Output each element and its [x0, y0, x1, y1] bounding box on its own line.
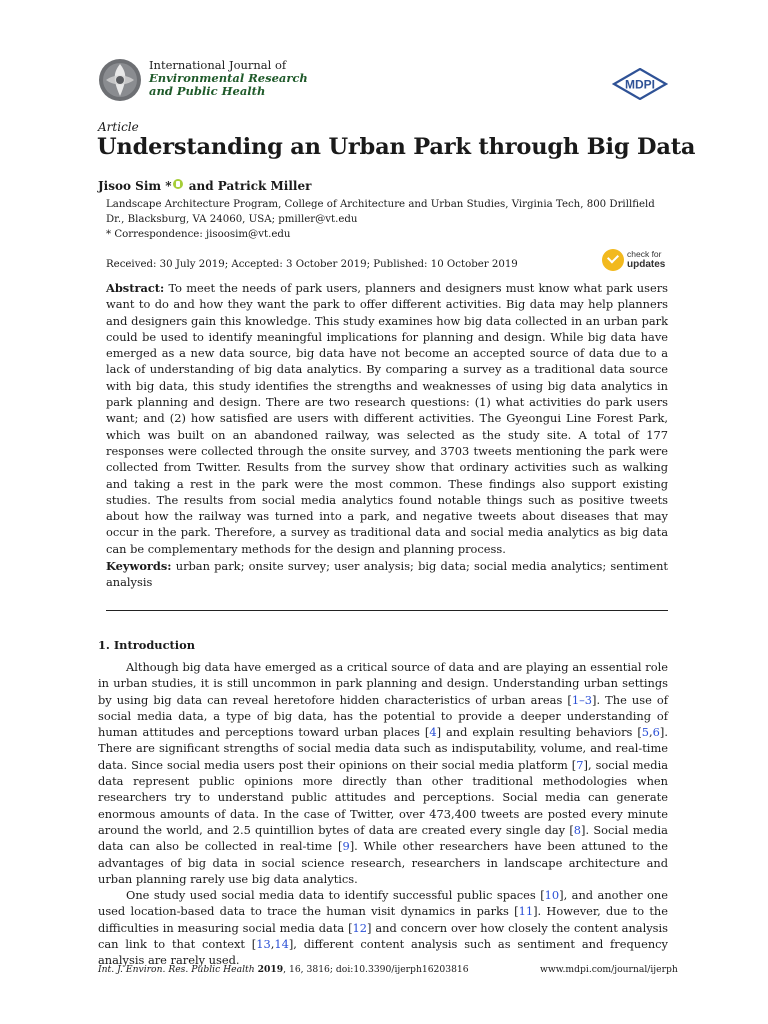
- text-run: ]. However, due to the difficulties in measuring social media data [: [98, 904, 668, 935]
- text-run: One study used social media data to identify successful public spaces [: [126, 888, 545, 903]
- journal-line-1: International Journal of: [149, 58, 287, 72]
- introduction-body: [98, 659, 668, 969]
- text-run: ,: [649, 725, 653, 740]
- text-run: ,: [270, 937, 275, 952]
- journal-name: [149, 59, 308, 98]
- citation-link[interactable]: 1–3: [571, 692, 593, 707]
- text-run: ]. There are significant strengths of social media data such as indisputability, volume, and real-time data. Since social media users post their opinions on their social media platform [: [98, 725, 668, 772]
- citation-link[interactable]: 6: [652, 725, 660, 740]
- check-updates-line1: check for: [627, 249, 662, 259]
- citation-link[interactable]: 5: [641, 725, 650, 740]
- affiliation: Landscape Architecture Program, College of Architecture and Urban Studies, Virginia Tech, 800 Drillfield Dr., Blacksburg, VA 24060, USA; pmiller@vt.edu: [106, 199, 655, 225]
- article-title: Understanding an Urban Park through Big Data: [97, 134, 696, 160]
- text-run: ], and another one used location-based data to trace the human visit dynamics in parks [: [98, 888, 668, 919]
- citation-link[interactable]: 11: [518, 904, 534, 919]
- article-type: Article: [98, 120, 139, 134]
- paragraph-2: [98, 887, 668, 968]
- text-run: ], different content analysis such as sentiment and frequency analysis are rarely used.: [98, 937, 668, 968]
- paragraph-1: [98, 659, 668, 887]
- author-jisoo-sim[interactable]: Jisoo Sim *: [98, 179, 172, 193]
- correspondence: * Correspondence: jisoosim@vt.edu: [106, 229, 291, 240]
- keywords-label: Keywords:: [106, 559, 172, 573]
- citation-link[interactable]: 9: [342, 839, 350, 854]
- text-run: ]. While other researchers have been attuned to the advantages of big data in social science research, researchers in landscape architecture and urban planning rarely use big data analytics.: [98, 839, 668, 886]
- text-run: ] and explain resulting behaviors [: [436, 725, 642, 740]
- abstract: [106, 280, 668, 557]
- citation-link[interactable]: 7: [576, 757, 584, 772]
- publication-dates: Received: 30 July 2019; Accepted: 3 October 2019; Published: 10 October 2019: [106, 259, 518, 270]
- text-run: ]. Social media data can also be collected in real-time [: [98, 822, 668, 854]
- check-updates-line2: updates: [627, 259, 666, 270]
- orcid-icon[interactable]: [173, 179, 183, 189]
- check-for-updates-button[interactable]: [602, 248, 672, 274]
- abstract-text: To meet the needs of park users, planners and designers must know what park users want to do and how they want the park to offer different activities. Big data may help planners and designers gain this knowledge. This study examines how big data collected in an urban park could be used to identify meaningful implications for planning and design. While big data have emerged as a new data source, big data have not become an accepted source of data due to a lack of understanding of big data analytics. By comparing a survey as a traditional data source with big data, this study identifies the strengths and weaknesses of using big data analytics in park planning and design. There are two research questions: (1) what activities do park users want; and (2) how satisfied are users with different activities. The Gyeongui Line Forest Park, which was built on an abandoned railway, was selected as the study site. A total of 177 responses were collected through the onsite survey, and 3703 tweets mentioning the park were collected from Twitter. Results from the survey show that ordinary activities such as walking and taking a rest in the park were the most common. These findings also support existing studies. The results from social media analytics found notable things such as positive tweets about how the railway was turned into a park, and negative tweets about diseases that may occur in the park. Therefore, a survey as traditional data and social media analytics as big data can be complementary methods for the design and planning process.: [106, 281, 668, 556]
- author-list: [98, 179, 311, 193]
- section-heading-introduction: 1. Introduction: [98, 638, 195, 652]
- mdpi-logo-text: MDPI: [625, 77, 655, 92]
- keywords-text: urban park; onsite survey; user analysis; big data; social media analytics; sentiment analysis: [106, 559, 668, 590]
- citation-link[interactable]: 4: [429, 725, 437, 740]
- text-run: ], social media data represent public opinions more directly than other traditional methodologies when researchers try to understand public attitudes and perceptions. Social media can generate enormous amounts of data. In the case of Twitter, over 473,400 tweets are posted every minute around the world, and 2.5 quintillion bytes of data are created every single day [: [98, 757, 669, 837]
- citation-link[interactable]: 13: [256, 937, 271, 952]
- citation-link[interactable]: 14: [274, 937, 289, 952]
- journal-line-2: Environmental Research: [149, 71, 308, 85]
- footer-citation: [98, 964, 469, 975]
- text-run: ] and concern over how closely the content analysis can link to that context [: [98, 920, 669, 952]
- footer-journal-url[interactable]: www.mdpi.com/journal/ijerph: [540, 964, 678, 975]
- footer-journal: Int. J. Environ. Res. Public Health: [98, 964, 255, 975]
- footer-volume-doi: , 16, 3816; doi:10.3390/ijerph16203816: [283, 964, 469, 975]
- author-patrick-miller[interactable]: and Patrick Miller: [184, 179, 312, 193]
- citation-link[interactable]: 12: [352, 920, 368, 935]
- citation-link[interactable]: 8: [573, 822, 582, 837]
- mdpi-logo-icon: [612, 68, 668, 100]
- check-updates-icon: [602, 249, 624, 271]
- abstract-label: Abstract:: [106, 281, 165, 295]
- citation-link[interactable]: 10: [544, 888, 560, 903]
- text-run: Although big data have emerged as a critical source of data and are playing an essential role in urban studies, it is still uncommon in park planning and design. Understanding urban settings by using big data can reveal heretofore hidden characteristics of urban areas [: [98, 660, 668, 707]
- journal-line-3: and Public Health: [149, 84, 266, 98]
- text-run: ]. The use of social media data, a type of big data, has the potential to provide a deeper understanding of human attitudes and perceptions toward urban places [: [98, 692, 668, 740]
- journal-logo-icon: [98, 58, 142, 102]
- keywords: [106, 558, 668, 591]
- footer-year: 2019: [257, 964, 284, 975]
- divider: [106, 610, 668, 611]
